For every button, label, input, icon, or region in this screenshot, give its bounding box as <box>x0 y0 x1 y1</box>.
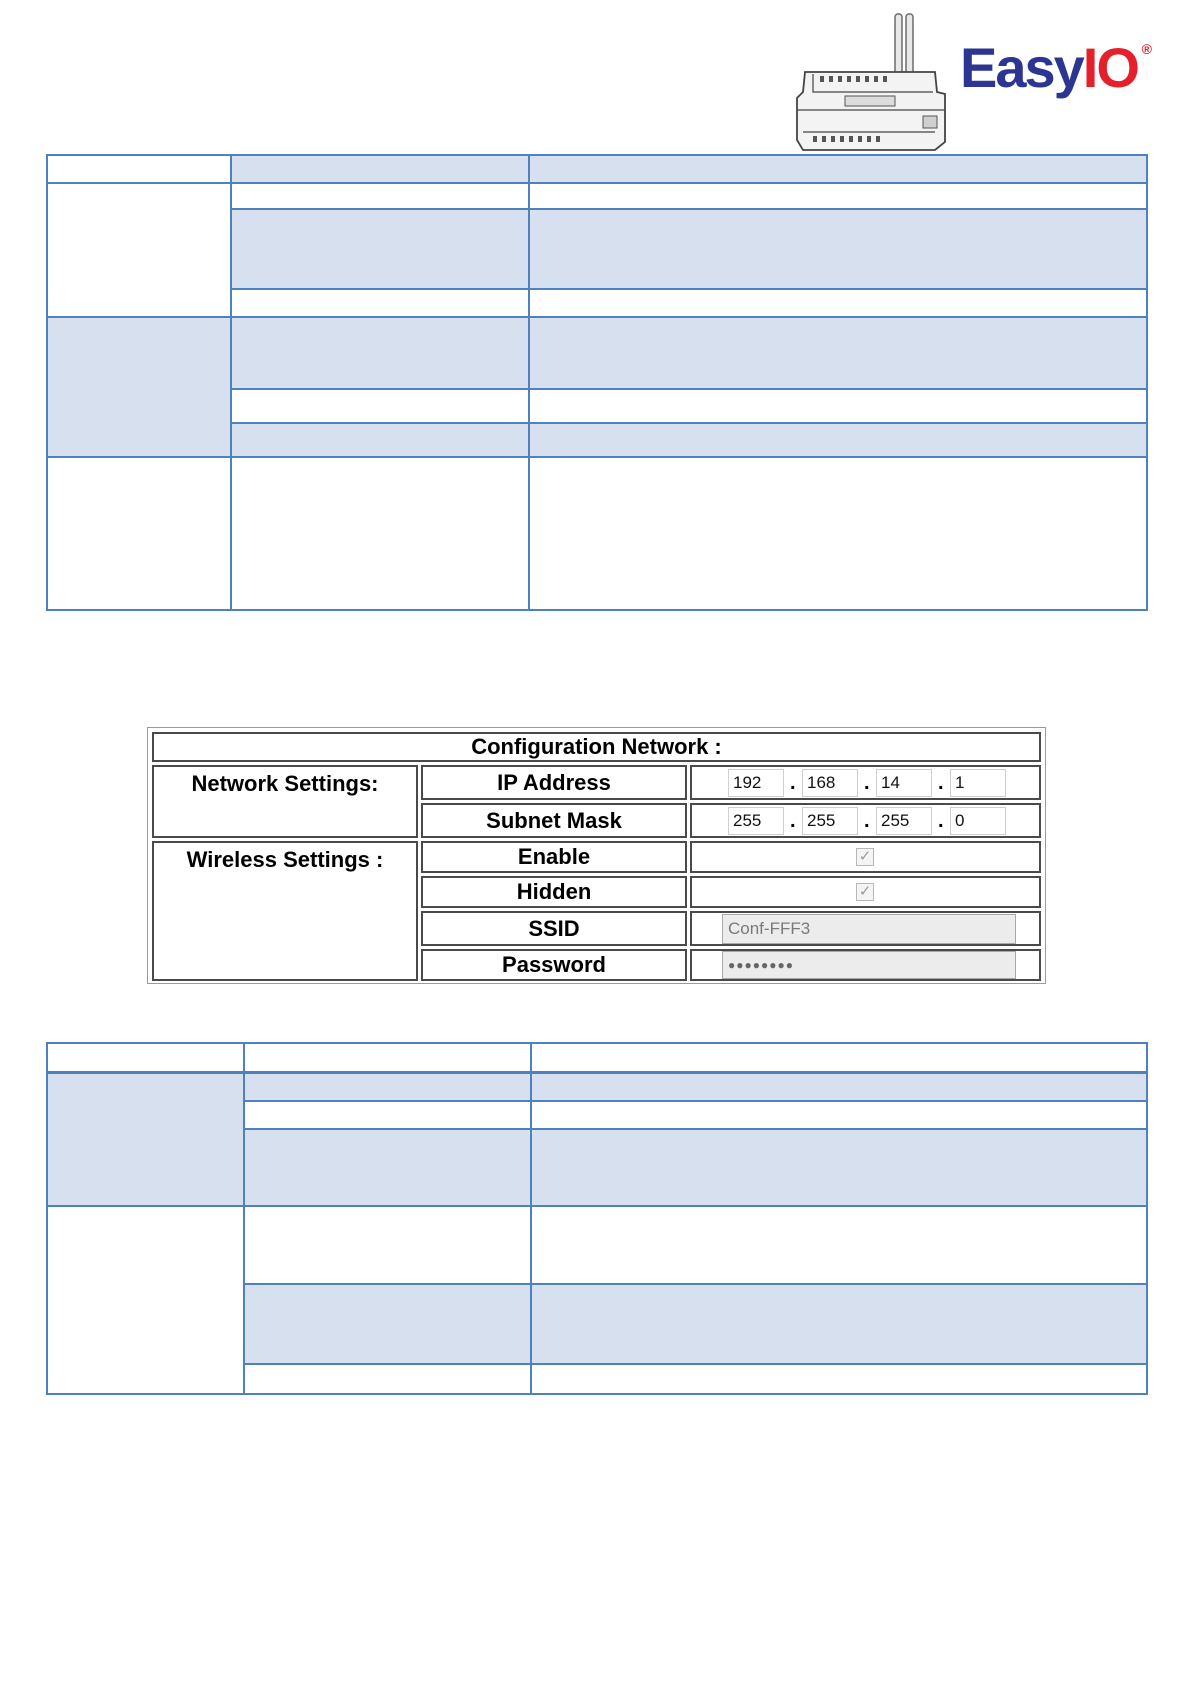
table-cell <box>532 1130 1146 1207</box>
password-label: Password <box>421 949 687 981</box>
table-cell <box>245 1074 532 1102</box>
table-cell <box>532 1074 1146 1102</box>
password-field <box>690 949 1041 981</box>
document-table-2 <box>46 1042 1148 1395</box>
enable-checkbox[interactable]: ✓ <box>856 848 874 866</box>
table-cell <box>48 318 232 458</box>
ip-separator: . <box>790 772 796 794</box>
subnet-octet-3-input[interactable]: 255 <box>876 807 932 835</box>
subnet-separator: . <box>864 810 870 832</box>
ip-address-field <box>690 765 1041 800</box>
table-cell <box>530 210 1146 290</box>
table-cell <box>530 458 1146 609</box>
hidden-checkbox[interactable]: ✓ <box>856 883 874 901</box>
table-cell <box>532 1044 1146 1074</box>
configuration-network-panel <box>147 727 1046 984</box>
table-cell <box>245 1365 532 1393</box>
table-cell <box>232 156 530 184</box>
network-settings-label: Network Settings: <box>152 765 418 838</box>
table-cell <box>232 458 530 609</box>
controller-device-image <box>785 12 950 152</box>
ssid-field <box>690 911 1041 946</box>
table-cell <box>532 1102 1146 1130</box>
table-cell <box>232 210 530 290</box>
table-cell <box>232 424 530 458</box>
enable-field <box>690 841 1041 873</box>
table-cell <box>48 1074 245 1207</box>
table-cell <box>530 424 1146 458</box>
hidden-label: Hidden <box>421 876 687 908</box>
table-cell <box>532 1207 1146 1285</box>
ip-octet-1-input[interactable]: 192 <box>728 769 784 797</box>
table-cell <box>532 1285 1146 1365</box>
ip-address-label: IP Address <box>421 765 687 800</box>
ip-octet-4-input[interactable]: 1 <box>950 769 1006 797</box>
subnet-mask-label: Subnet Mask <box>421 803 687 838</box>
table-cell <box>245 1207 532 1285</box>
ip-separator: . <box>864 772 870 794</box>
table-cell <box>245 1285 532 1365</box>
ssid-input[interactable]: Conf-FFF3 <box>722 914 1016 944</box>
ip-octet-3-input[interactable]: 14 <box>876 769 932 797</box>
table-cell <box>245 1102 532 1130</box>
ip-separator: . <box>938 772 944 794</box>
subnet-separator: . <box>938 810 944 832</box>
table-cell <box>245 1044 532 1074</box>
table-cell <box>232 290 530 318</box>
ssid-label: SSID <box>421 911 687 946</box>
hidden-field <box>690 876 1041 908</box>
table-cell <box>530 318 1146 390</box>
table-cell <box>48 156 232 184</box>
table-cell <box>232 318 530 390</box>
subnet-separator: . <box>790 810 796 832</box>
table-cell <box>48 458 232 609</box>
subnet-octet-2-input[interactable]: 255 <box>802 807 858 835</box>
subnet-octet-4-input[interactable]: 0 <box>950 807 1006 835</box>
ip-octet-2-input[interactable]: 168 <box>802 769 858 797</box>
table-cell <box>48 1044 245 1074</box>
table-cell <box>48 1207 245 1393</box>
table-cell <box>530 156 1146 184</box>
table-cell <box>232 390 530 424</box>
password-input[interactable]: ●●●●●●●● <box>722 951 1016 979</box>
subnet-octet-1-input[interactable]: 255 <box>728 807 784 835</box>
document-table-1 <box>46 154 1148 611</box>
easyio-logo: EasyIO ® <box>960 36 1152 99</box>
enable-label: Enable <box>421 841 687 873</box>
subnet-mask-field <box>690 803 1041 838</box>
table-cell <box>532 1365 1146 1393</box>
table-cell <box>530 390 1146 424</box>
table-cell <box>232 184 530 210</box>
wireless-settings-label: Wireless Settings : <box>152 841 418 981</box>
table-cell <box>48 184 232 318</box>
table-cell <box>530 184 1146 210</box>
config-panel-title: Configuration Network : <box>152 732 1041 762</box>
table-cell <box>530 290 1146 318</box>
table-cell <box>245 1130 532 1207</box>
